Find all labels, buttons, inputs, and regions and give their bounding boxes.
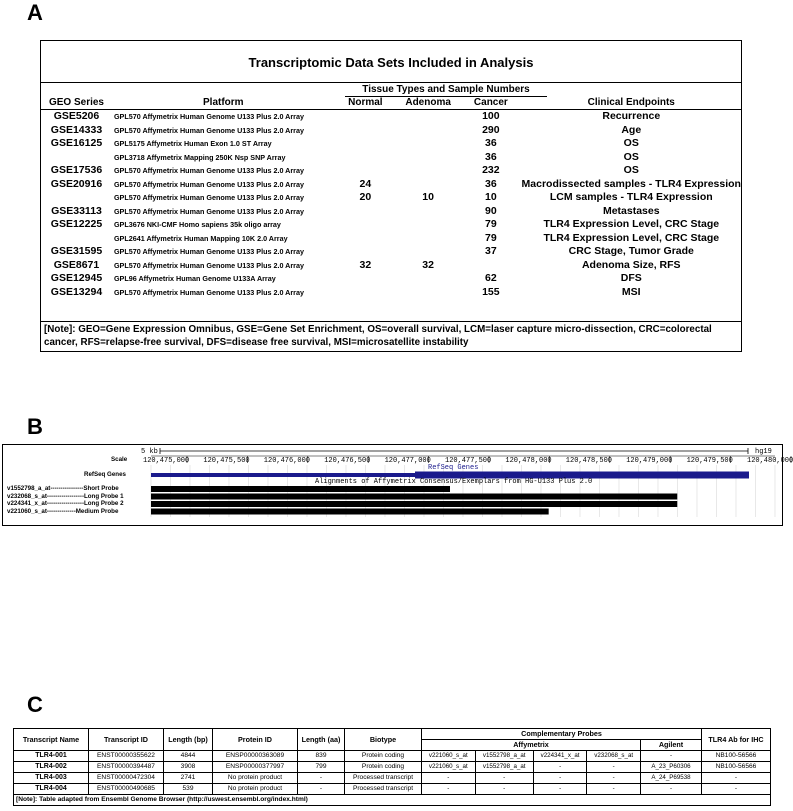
transcript-id-cell: ENST00000394487 [89,762,164,773]
geo-series-cell: GSE31595 [50,245,103,258]
cancer-cell [460,259,521,273]
adenoma-cell [396,151,460,165]
genome-browser [2,444,793,526]
length-bp-cell: 2741 [164,773,213,784]
table-row [41,151,741,165]
antibody-cell: NB100-56566 [702,751,771,762]
protein-id-cell: ENSP00000377997 [213,762,298,773]
cancer-cell: 36 [485,177,497,190]
geo-series-cell: GSE14333 [50,123,103,136]
transcript-id-cell: ENST00000490685 [89,784,164,795]
normal-cell [335,218,396,232]
adenoma-cell: 10 [422,191,434,204]
cancer-cell: 10 [485,191,497,204]
length-bp-cell: 539 [164,784,213,795]
datasets-table [40,40,742,352]
table-row [41,137,741,151]
antibody-cell: - [702,773,771,784]
antibody-cell: NB100-56566 [702,762,771,773]
probe-cell: - [422,773,476,784]
agilent-cell: A_24_P69538 [641,773,702,784]
sub-header-affymetrix: Affymetrix [422,740,641,751]
geo-series-cell: GSE33113 [51,204,102,217]
position-label: 120,478,000 [505,457,552,465]
probe-bar [151,509,549,515]
table-row [14,762,771,773]
col-header: Platform [112,97,335,110]
position-label: 120,478,500 [565,457,613,465]
protein-id-cell: No protein product [213,784,298,795]
normal-cell: 20 [359,191,372,204]
normal-cell [335,205,396,219]
probe-cell: - [533,762,587,773]
biotype-cell: Processed transcript [345,784,422,795]
table-row [41,164,741,178]
probe-cell: v1552798_a_at [475,751,533,762]
cancer-cell: 100 [482,110,500,123]
col-header: Transcript ID [89,729,164,751]
transcript-id-cell: ENST00000355622 [89,751,164,762]
length-bp-cell: 4844 [164,751,213,762]
probe-cell: - [587,784,641,795]
normal-cell [335,137,396,151]
col-header: Clinical Endpoints [522,97,741,110]
table-row [41,218,741,232]
protein-id-cell: ENSP00000363089 [213,751,298,762]
adenoma-cell [396,110,460,124]
col-header: Normal [335,97,396,110]
probe-cell: - [475,773,533,784]
adenoma-cell [396,218,460,232]
table-row [41,110,741,124]
position-label: 120,477,000 [384,457,431,465]
tissue-header: Tissue Types and Sample Numbers [345,84,547,97]
normal-cell [335,272,396,286]
geo-series-cell: GSE17536 [50,164,103,177]
probe-label: v224341_x_at------------------Long Probe 2 [7,500,124,507]
probe-cell: - [533,784,587,795]
table-row [14,773,771,784]
endpoint-cell: Recurrence [602,110,661,123]
transcript-id-cell: ENST00000472304 [89,773,164,784]
table-row [14,751,771,762]
geo-series-cell: GSE16125 [50,137,103,150]
scale-label: Scale [111,456,128,463]
platform-cell: GPL5175 Affymetrix Human Exon 1.0 ST Array [113,139,272,149]
table-row [41,245,741,259]
divider [41,82,741,83]
probe-cell: - [422,784,476,795]
col-header: Biotype [345,729,422,751]
length-aa-cell: 839 [298,751,345,762]
position-label: 120,475,000 [143,457,190,465]
note-row [14,795,771,806]
probe-label: v232068_s_at------------------Long Probe 1 [7,492,124,500]
probe-cell: - [533,773,587,784]
col-header: Protein ID [213,729,298,751]
endpoint-cell: Adenoma Size, RFS [581,258,681,271]
normal-cell: 32 [359,258,372,271]
note-line: cancer, RFS=relapse-free survival, DFS=disease free survival, MSI=microsatellite instability [44,337,469,348]
assembly-label: hg19 [755,448,772,456]
col-header: Length (aa) [298,729,345,751]
endpoint-cell: OS [623,150,639,163]
cancer-cell: 62 [485,272,497,285]
platform-cell: GPL96 Affymetrix Human Genome U133A Array [113,274,276,284]
normal-cell [335,286,396,300]
table-row [41,259,741,273]
table-body [14,751,771,795]
panel-label-a: A [27,0,43,25]
transcript-name-cell: TLR4-004 [14,784,89,795]
normal-cell [335,164,396,178]
panel-label-b: B [27,414,43,439]
endpoint-cell: TLR4 Expression Level, CRC Stage [543,218,720,231]
platform-cell: GPL570 Affymetrix Human Genome U133 Plus 2.0 Array [113,287,304,297]
table-body [41,110,741,300]
normal-cell [335,245,396,259]
col-header: Cancer [460,97,521,110]
probe-bar [151,494,677,500]
header-row [41,97,741,110]
cancer-cell: 79 [485,231,497,244]
endpoint-cell: MSI [621,285,641,298]
transcripts-table [13,728,771,806]
table-note [41,321,741,350]
cancer-cell: 36 [485,150,497,163]
adenoma-cell [396,205,460,219]
probe-cell: v1552798_a_at [475,762,533,773]
position-label: 120,476,500 [324,457,371,465]
endpoint-cell: Metastases [602,204,660,217]
biotype-cell: Processed transcript [345,773,422,784]
endpoint-cell: TLR4 Expression Level, CRC Stage [543,231,720,244]
probe-cell: - [475,784,533,795]
geo-series-cell: GSE20916 [50,177,103,190]
normal-cell [335,124,396,138]
platform-cell: GPL570 Affymetrix Human Genome U133 Plus 2.0 Array [113,193,304,203]
protein-id-cell: No protein product [213,773,298,784]
cancer-cell: 37 [485,245,497,258]
transcript-name-cell: TLR4-001 [14,751,89,762]
table-row [41,205,741,219]
endpoint-cell: Age [621,123,642,136]
platform-cell: GPL570 Affymetrix Human Genome U133 Plus 2.0 Array [113,179,304,189]
probe-label: v1552798_a_at----------------Short Probe [7,485,119,492]
panel-label-c: C [27,692,43,717]
geo-series-cell [41,232,112,246]
agilent-cell: - [641,751,702,762]
position-label: 120,480,000 [747,457,793,465]
table-row [14,784,771,795]
position-label: 120,476,000 [263,457,311,465]
probe-cell: - [587,762,641,773]
geo-series-cell [41,151,112,165]
platform-cell: GPL570 Affymetrix Human Genome U133 Plus 2.0 Array [113,260,304,270]
probe-cell: - [587,773,641,784]
adenoma-cell [396,164,460,178]
col-header: Transcript Name [14,729,89,751]
cancer-cell: 36 [485,137,497,150]
endpoint-cell: DFS [620,272,642,285]
position-label: 120,479,500 [686,457,733,465]
probe-bar [151,501,677,507]
adenoma-cell [396,272,460,286]
platform-cell: GPL570 Affymetrix Human Genome U133 Plus 2.0 Array [113,166,304,176]
length-aa-cell: - [298,773,345,784]
geo-series-cell: GSE12945 [50,272,103,285]
endpoint-cell: OS [623,164,639,177]
header-row [14,729,771,740]
col-header: Length (bp) [164,729,213,751]
adenoma-cell [396,178,460,192]
platform-cell: GPL570 Affymetrix Human Genome U133 Plus 2.0 Array [113,247,304,257]
endpoint-cell: Macrodissected samples - TLR4 Expression [521,177,741,190]
adenoma-cell [396,232,460,246]
table-row [41,124,741,138]
group-header: Complementary Probes [422,729,702,740]
datasets-grid [41,97,741,299]
table-row [41,191,741,205]
col-header: GEO Series [41,97,112,110]
agilent-cell: - [641,784,702,795]
length-aa-cell: - [298,784,345,795]
geo-series-cell: GSE13294 [50,285,103,298]
platform-cell: GPL3676 NKI-CMF Homo sapiens 35k oligo array [113,220,281,230]
adenoma-cell [396,137,460,151]
antibody-cell: - [702,784,771,795]
probe-cell: v224341_x_at [533,751,587,762]
cancer-cell: 290 [482,123,500,136]
biotype-cell: Protein coding [345,762,422,773]
table-row [41,286,741,300]
adenoma-cell [396,245,460,259]
probe-label: v221060_s_at--------------Medium Probe [7,507,119,515]
cancer-cell: 79 [485,218,497,231]
table-row [41,232,741,246]
platform-cell: GPL3718 Affymetrix Mapping 250K Nsp SNP Array [113,152,286,162]
col-header: TLR4 Ab for IHC [702,729,771,751]
transcript-name-cell: TLR4-002 [14,762,89,773]
probe-cell: v221060_s_at [422,762,476,773]
platform-cell: GPL2641 Affymetrix Human Mapping 10K 2.0 Array [113,233,288,243]
table-note: [Note]: Table adapted from Ensembl Genome Browser (http://uswest.ensembl.org/index.html) [14,795,771,806]
platform-cell: GPL570 Affymetrix Human Genome U133 Plus 2.0 Array [113,206,304,216]
normal-cell: 24 [359,177,372,190]
normal-cell [335,232,396,246]
cancer-cell: 232 [482,164,500,177]
endpoint-cell: CRC Stage, Tumor Grade [568,245,694,258]
normal-cell [335,151,396,165]
position-label: 120,477,500 [445,457,492,465]
table-row [41,272,741,286]
position-label: 120,479,000 [626,457,673,465]
cancer-cell: 155 [482,285,500,298]
length-bp-cell: 3908 [164,762,213,773]
table-title: Transcriptomic Data Sets Included in Analysis [248,55,534,70]
adenoma-cell [396,124,460,138]
geo-series-cell: GSE8671 [53,258,100,271]
adenoma-cell: 32 [422,258,434,271]
position-label: 120,475,500 [203,457,250,465]
table-row [41,178,741,192]
note-line: [Note]: GEO=Gene Expression Omnibus, GSE=Gene Set Enrichment, OS=overall survival, LCM=laser capture micro-dissection, CRC=colorectal [44,324,712,335]
refseq-label: RefSeq Genes [84,471,126,478]
geo-series-cell [41,191,112,205]
platform-cell: GPL570 Affymetrix Human Genome U133 Plus 2.0 Array [113,125,304,135]
scale-bar-text: 5 kb [141,448,158,456]
agilent-cell: A_23_P60306 [641,762,702,773]
geo-series-cell: GSE5206 [53,110,100,123]
platform-cell: GPL570 Affymetrix Human Genome U133 Plus 2.0 Array [113,112,304,122]
refseq-track-title: RefSeq Genes [428,464,479,472]
col-header: Adenoma [396,97,460,110]
sub-header-agilent: Agilent [641,740,702,751]
endpoint-cell: LCM samples - TLR4 Expression [549,191,713,204]
biotype-cell: Protein coding [345,751,422,762]
length-aa-cell: 799 [298,762,345,773]
alignments-title: Alignments of Affymetrix Consensus/Exemplars from HG-U133 Plus 2.0 [315,478,593,486]
normal-cell [335,110,396,124]
probe-cell: v221060_s_at [422,751,476,762]
adenoma-cell [396,286,460,300]
geo-series-cell: GSE12225 [50,218,103,231]
transcript-name-cell: TLR4-003 [14,773,89,784]
cancer-cell: 90 [485,204,497,217]
probe-cell: v232068_s_at [587,751,641,762]
probe-bar [151,486,450,492]
endpoint-cell: OS [623,137,639,150]
